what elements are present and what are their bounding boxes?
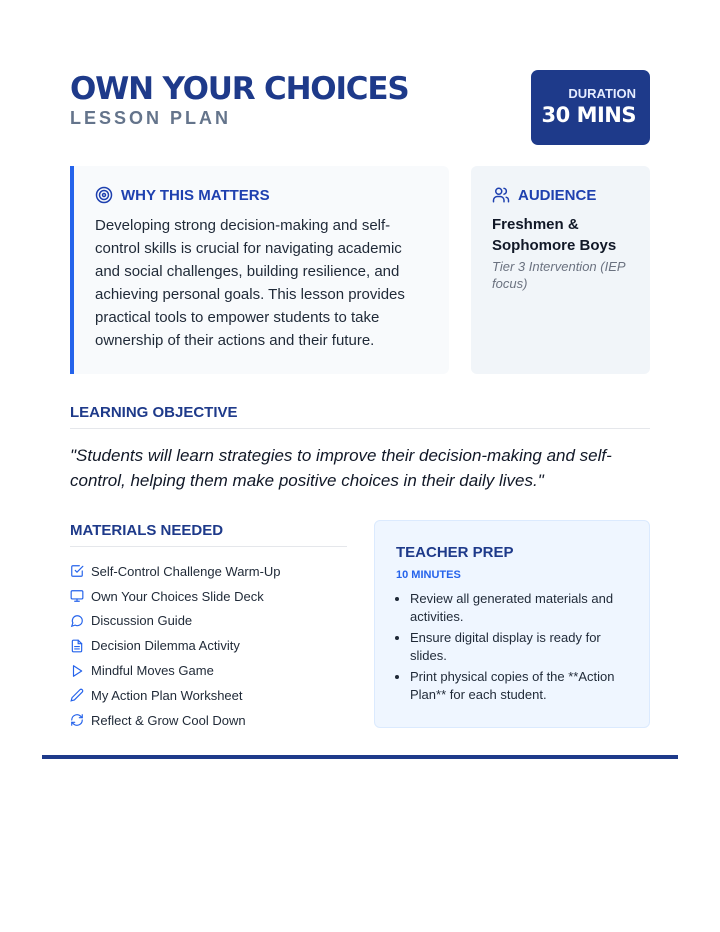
- why-heading-row: [95, 186, 429, 204]
- material-label: Mindful Moves Game: [91, 663, 214, 679]
- list-item: [70, 683, 281, 708]
- list-item: • Print physical copies of the **Action Plan** for each student.: [410, 668, 633, 704]
- users-icon: [492, 186, 510, 204]
- target-icon: [95, 186, 113, 204]
- list-item: [70, 584, 281, 609]
- why-this-matters-card: [70, 166, 449, 374]
- prep-heading: TEACHER PREP: [396, 544, 514, 561]
- list-item: [70, 708, 281, 733]
- list-item: [70, 559, 281, 584]
- list-item: • Ensure digital display is ready for slides.: [410, 629, 633, 665]
- duration-label: DURATION: [568, 86, 636, 101]
- monitor-icon: [70, 589, 84, 603]
- materials-list: [70, 559, 281, 733]
- audience-card: [471, 166, 650, 374]
- list-item: [70, 609, 281, 634]
- audience-name: Freshmen & Sophomore Boys: [492, 216, 617, 254]
- prep-time: 10 MINUTES: [396, 569, 461, 581]
- chat-bubble-icon: [70, 614, 84, 628]
- pen-icon: [70, 688, 84, 702]
- lesson-subtitle: LESSON PLAN: [70, 108, 232, 128]
- check-square-icon: [70, 564, 84, 578]
- audience-heading-row: [492, 186, 634, 204]
- teacher-prep-card: [374, 520, 650, 728]
- duration-badge: [531, 70, 650, 145]
- material-label: My Action Plan Worksheet: [91, 687, 243, 703]
- material-label: Discussion Guide: [91, 613, 193, 629]
- objective-heading: LEARNING OBJECTIVE: [70, 404, 650, 429]
- list-item: • Review all generated materials and activities.: [410, 590, 633, 626]
- duration-value: 30 MINS: [541, 103, 636, 127]
- why-body: Developing strong decision-making and self-control skills is crucial for navigating academic and social challenges, building resilience, and achieving personal goals. This lesson provides practical tools to empower students to take ownership of their actions and their future.: [95, 217, 405, 349]
- audience-heading: AUDIENCE: [518, 186, 597, 204]
- play-icon: [70, 664, 84, 678]
- materials-heading: MATERIALS NEEDED: [70, 522, 347, 547]
- bottom-divider: [42, 755, 678, 759]
- material-label: Decision Dilemma Activity: [91, 638, 240, 654]
- material-label: Reflect & Grow Cool Down: [91, 712, 246, 728]
- list-item: [70, 658, 281, 683]
- refresh-icon: [70, 713, 84, 727]
- list-item: [70, 633, 281, 658]
- audience-tier: Tier 3 Intervention (IEP focus): [492, 259, 626, 291]
- objective-text: "Students will learn strategies to improve their decision-making and self-control, helping them make positive choices in their daily lives.": [70, 446, 612, 490]
- why-heading: WHY THIS MATTERS: [121, 186, 270, 204]
- material-label: Self-Control Challenge Warm-Up: [91, 563, 281, 579]
- lesson-title: OWN YOUR CHOICES: [70, 71, 409, 107]
- prep-list: [396, 590, 633, 704]
- document-icon: [70, 639, 84, 653]
- material-label: Own Your Choices Slide Deck: [91, 588, 264, 604]
